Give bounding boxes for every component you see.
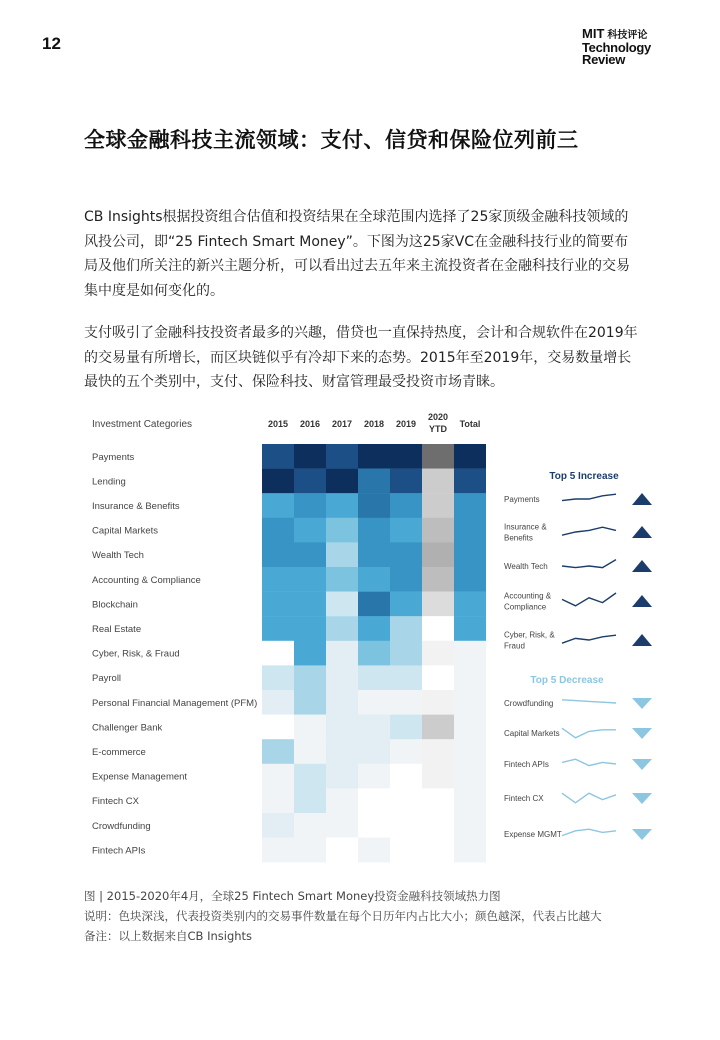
heatmap-cell [326,616,358,641]
heatmap-cell [422,592,454,617]
trend-label: Benefits [504,533,533,543]
decrease-arrow-icon [632,829,652,840]
row-label: Lending [92,476,126,488]
trend-label: Capital Markets [504,729,560,738]
row-label: E-commerce [92,747,146,758]
column-header-2017: 2017 [331,419,353,429]
heatmap-cell [390,493,422,518]
section-heading: 全球金融科技主流领域：支付、信贷和保险位列前三 [84,128,579,152]
trend-sparkline [562,527,616,535]
heatmap-cell [454,567,486,592]
heatmap-cell [422,493,454,518]
heatmap-cell [326,469,358,494]
heatmap-cell [262,838,294,863]
heatmap-cell [454,444,486,469]
heatmap-cell [294,715,326,740]
heatmap-cell [454,592,486,617]
heatmap-cell [454,518,486,543]
decrease-arrow-icon [632,793,652,804]
row-label: Wealth Tech [92,550,144,562]
top-decrease-title: Top 5 Decrease [530,675,604,686]
heatmap-cell [422,813,454,838]
trend-sparkline [562,793,616,803]
heatmap-cell [262,567,294,592]
row-label: Blockchain [92,599,138,611]
decrease-arrow-icon [632,698,652,709]
heatmap-cell [422,469,454,494]
paragraph-analysis: 支付吸引了金融科技投资者最多的兴趣，借贷也一直保持热度，会计和合规软件在2019年的交易量有所增长，而区块链似乎有冷却下来的态势。2015年至2019年，交易数量增长最快的五个类别中，支付、保险科技、财富管理最受投资市场青睐。 [84,325,638,390]
heatmap-cell [422,788,454,813]
heatmap-cell [326,518,358,543]
heatmap-cell [390,715,422,740]
heatmap-cell [390,518,422,543]
trend-label: Expense MGMT [504,830,562,839]
row-label: Insurance & Benefits [92,501,180,512]
trend-label: Wealth Tech [504,562,548,571]
heatmap-cell [422,542,454,567]
caption-source: 备注：以上数据来自CB Insights [84,929,253,943]
heatmap-cell [390,444,422,469]
heatmap-cell [262,788,294,813]
paragraph-intro: CB Insights根据投资组合估值和投资结果在全球范围内选择了25家顶级金融科技领域的风投公司，即“25 Fintech Smart Money”。下图为这25家VC在金融科技行业的简要布局及他们所关注的新兴主题分析，可以看出过去五年来主流投资者在金融科技行业的交易集中度是如何变化的。 [84,209,630,299]
heatmap-cell [326,788,358,813]
heatmap-cell [454,764,486,789]
heatmap-cell [390,764,422,789]
heatmap-cell [422,715,454,740]
caption-note: 说明：色块深浅，代表投资类别内的交易事件数量在每个日历年内占比大小；颜色越深，代表占比越大 [84,909,602,923]
heatmap-cell [326,665,358,690]
heatmap-cell [294,641,326,666]
trend-label: Cyber, Risk, & [504,630,555,640]
column-header-2020-ytd: 2020 [427,412,449,422]
heatmap-cell [454,690,486,715]
figure-caption [84,886,644,946]
trend-label: Fraud [504,641,525,651]
heatmap-header-label: Investment Categories [92,419,193,430]
heatmap-cell [422,665,454,690]
heatmap-cell [326,592,358,617]
heatmap-cell [454,739,486,764]
page-number: 12 [42,34,61,53]
increase-arrow-icon [632,560,652,572]
increase-arrow-icon [632,595,652,607]
heatmap-cell [390,641,422,666]
heatmap-cell [262,739,294,764]
heatmap-cell [390,469,422,494]
heatmap-cell [294,665,326,690]
trend-sparkline [562,494,616,500]
trend-sparkline [562,635,616,643]
row-label: Payments [92,451,135,463]
heatmap-cell [422,616,454,641]
trend-sparkline [562,728,616,738]
heatmap-cell [358,616,390,641]
heatmap-cell [358,788,390,813]
heatmap-cell [358,469,390,494]
trend-label: Compliance [504,602,547,612]
heatmap-cell [262,764,294,789]
heatmap-cell [358,493,390,518]
trend-sparkline [562,700,616,703]
heatmap-cell [294,592,326,617]
heatmap-cell [390,616,422,641]
column-header-2020-ytd-sub: YTD [429,424,447,434]
heatmap-cell [454,788,486,813]
heatmap-cell [262,592,294,617]
heatmap-cell [358,542,390,567]
mit-technology-review-logo [582,28,662,66]
heatmap-cell [326,493,358,518]
decrease-arrow-icon [632,759,652,770]
heatmap-cell [422,567,454,592]
heatmap-cell [390,739,422,764]
heatmap-cell [390,788,422,813]
heatmap-cell [422,739,454,764]
heatmap-cell [358,444,390,469]
row-label: Fintech CX [92,796,139,808]
increase-arrow-icon [632,493,652,505]
heatmap-cell [326,542,358,567]
trend-label: Crowdfunding [504,699,554,708]
trend-sparkline [562,560,616,568]
logo-technology: Technology [582,40,651,55]
heatmap-cell [294,542,326,567]
column-header-2018: 2018 [363,419,385,429]
heatmap-cell [294,739,326,764]
heatmap-cell [358,715,390,740]
heatmap-cell [262,690,294,715]
increase-arrow-icon [632,634,652,646]
heatmap-cell [294,690,326,715]
heatmap-cell [326,838,358,863]
heatmap-cell [294,567,326,592]
heatmap-cell [390,813,422,838]
heatmap-cell [326,764,358,789]
column-header-2015: 2015 [267,419,289,429]
heatmap-cell [422,764,454,789]
heatmap-cell [262,518,294,543]
heatmap-cell [454,813,486,838]
heatmap-cell [454,641,486,666]
heatmap-cell [390,567,422,592]
heatmap-cell [294,493,326,518]
heatmap-cell [326,690,358,715]
heatmap-cell [454,493,486,518]
heatmap-cell [358,739,390,764]
heatmap-cell [422,444,454,469]
logo-cn: 科技评论 [607,30,648,41]
heatmap-cell [294,469,326,494]
heatmap-cell [358,665,390,690]
row-label: Challenger Bank [92,722,163,734]
heatmap-cell [294,838,326,863]
caption-title: 图 | 2015-2020年4月，全球25 Fintech Smart Money投资金融科技领域热力图 [84,889,501,903]
heatmap-cell [294,788,326,813]
heatmap-cell [390,690,422,715]
heatmap-cell [326,813,358,838]
heatmap-cell [358,838,390,863]
heatmap-cell [390,542,422,567]
heatmap-cell [326,641,358,666]
heatmap-cell [422,518,454,543]
heatmap-cell [454,838,486,863]
heatmap-cell [390,838,422,863]
heatmap-cell [326,444,358,469]
row-label: Accounting & Compliance [92,574,201,586]
decrease-arrow-icon [632,728,652,739]
row-label: Crowdfunding [92,820,151,832]
heatmap-cell [326,567,358,592]
heatmap-cell [294,616,326,641]
logo-mit: MIT [582,26,605,41]
heatmap-cell [358,813,390,838]
heatmap-cell [294,518,326,543]
heatmap-cell [262,665,294,690]
heatmap-cell [454,715,486,740]
trend-label: Insurance & [504,522,547,532]
heatmap-cell [390,592,422,617]
increase-arrow-icon [632,526,652,538]
row-label: Capital Markets [92,525,158,537]
row-label: Cyber, Risk, & Fraud [92,648,180,660]
column-header-total: Total [459,419,481,429]
row-label: Fintech APIs [92,845,146,857]
trend-sparkline [562,759,616,765]
heatmap-cell [358,592,390,617]
heatmap-cell [262,813,294,838]
trend-label: Accounting & [504,591,552,601]
heatmap-cell [454,616,486,641]
heatmap-cell [422,838,454,863]
row-label: Expense Management [92,771,188,783]
heatmap-cell [358,567,390,592]
heatmap-cell [454,665,486,690]
trend-sparkline [562,829,616,835]
trend-label: Payments [504,495,540,504]
heatmap-figure [84,408,664,870]
heatmap-cell [358,764,390,789]
heatmap-cell [294,813,326,838]
column-header-2016: 2016 [299,419,321,429]
heatmap-cell [358,641,390,666]
heatmap-cell [262,641,294,666]
row-label: Personal Financial Management (PFM) [92,697,258,709]
heatmap-cell [262,493,294,518]
heatmap-cell [358,518,390,543]
row-label: Real Estate [92,624,142,635]
heatmap-cell [390,665,422,690]
heatmap-cell [262,715,294,740]
heatmap-cell [262,469,294,494]
heatmap-cell [294,444,326,469]
heatmap-cell [326,739,358,764]
heatmap-cell [422,641,454,666]
row-label: Payroll [92,673,122,685]
logo-review: Review [582,52,626,67]
heatmap-cell [262,542,294,567]
heatmap-cell [358,690,390,715]
column-header-2019: 2019 [395,419,417,429]
trend-sparkline [562,593,616,606]
top-increase-title: Top 5 Increase [549,471,619,482]
heatmap-cell [326,715,358,740]
heatmap-cell [294,764,326,789]
trend-label: Fintech APIs [504,760,549,769]
trend-label: Fintech CX [504,794,544,803]
heatmap-cell [422,690,454,715]
heatmap-cell [262,616,294,641]
heatmap-cell [454,469,486,494]
heatmap-cell [262,444,294,469]
heatmap-cell [454,542,486,567]
